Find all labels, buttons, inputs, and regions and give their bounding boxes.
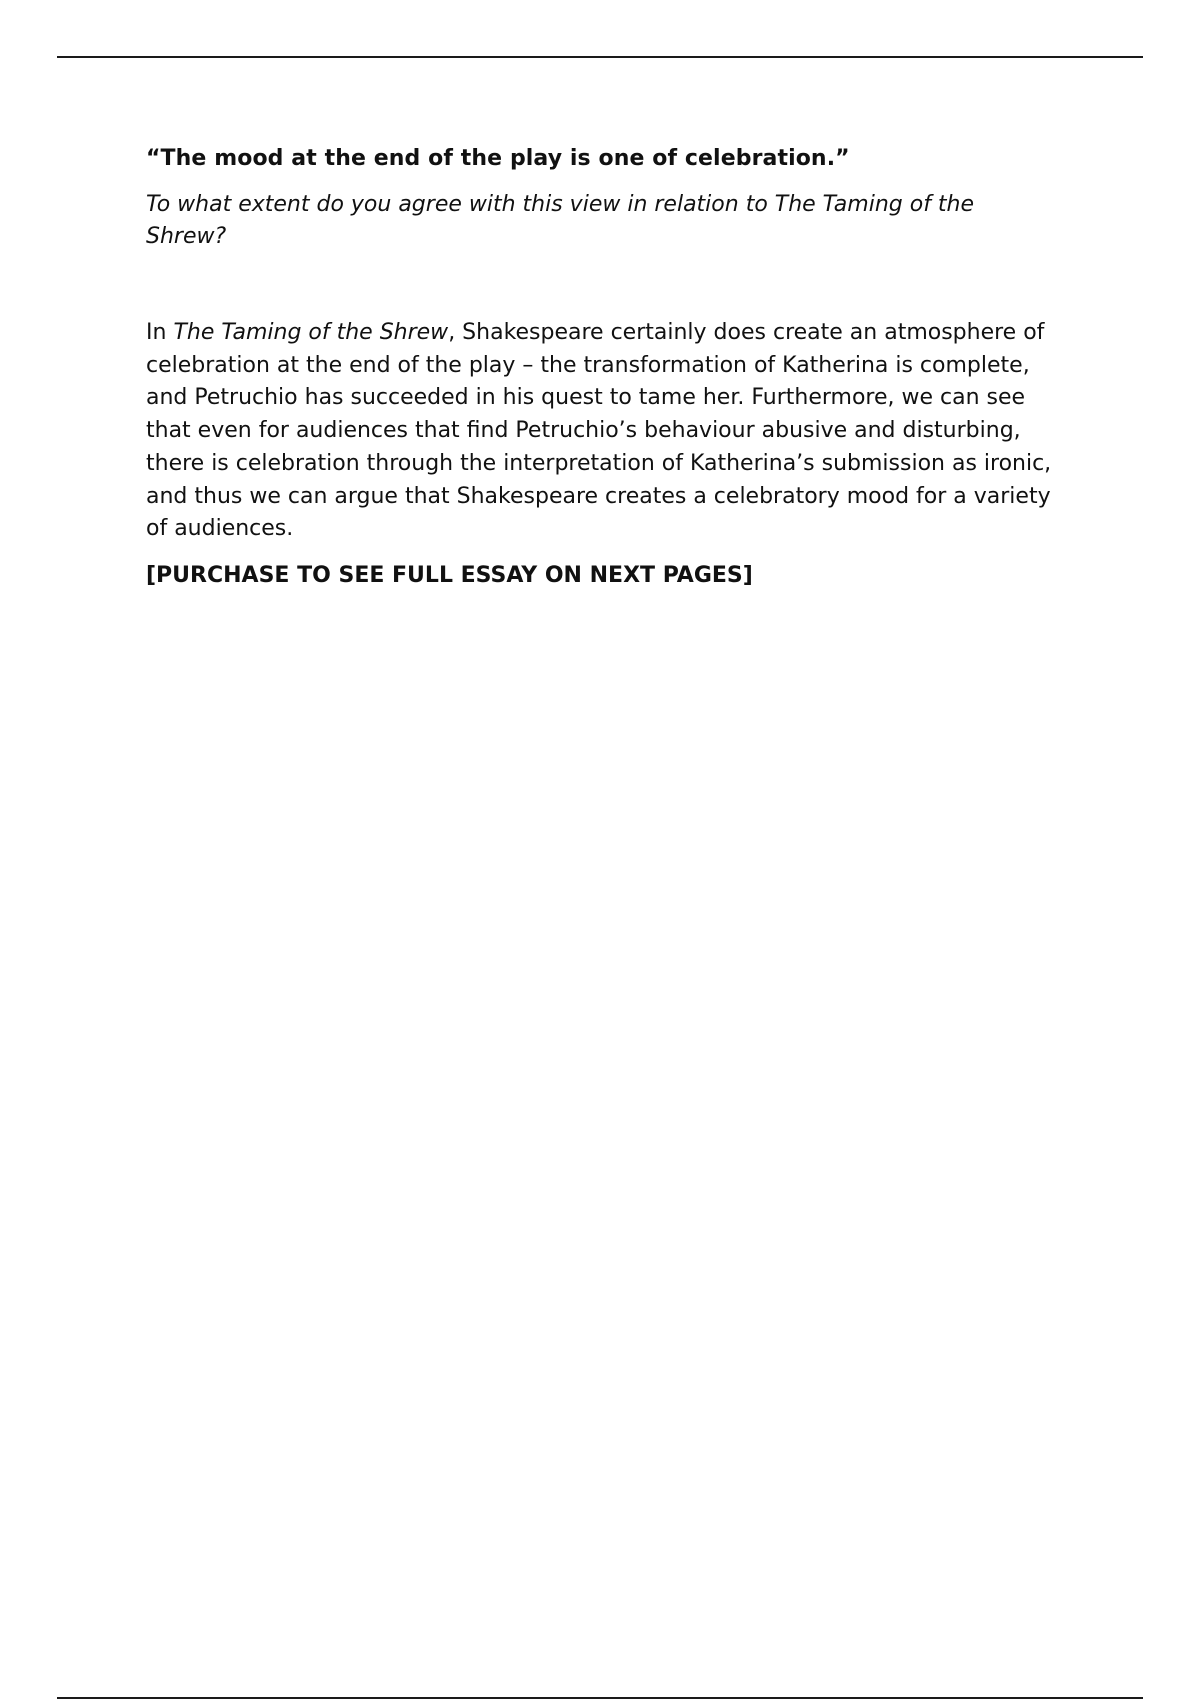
intro-body: , Shakespeare certainly does create an atmosphere of celebration at the end of the play – the transformation of Katherina is complete, and Petruchio has succeeded in his quest to tame her. Furthermore, we can see that even for audiences that find Petruchio’s behaviour abusive and disturbing, there is celebration through the interpretation of Katherina’s submission as ironic, and thus we can argue that Shakespeare creates a celebratory mood for a variety of audiences. [146,320,1052,542]
intro-prefix: In [146,320,174,345]
document-body [146,143,1076,592]
essay-prompt-question: To what extent do you agree with this view in relation to The Taming of the Shrew? [146,192,975,249]
top-rule [57,56,1143,58]
bottom-rule [57,1697,1143,1699]
purchase-notice: [PURCHASE TO SEE FULL ESSAY ON NEXT PAGES] [146,562,753,588]
play-title: The Taming of the Shrew [173,320,449,345]
essay-prompt-quote: “The mood at the end of the play is one of celebration.” [146,146,850,171]
essay-intro-paragraph [146,317,1076,546]
